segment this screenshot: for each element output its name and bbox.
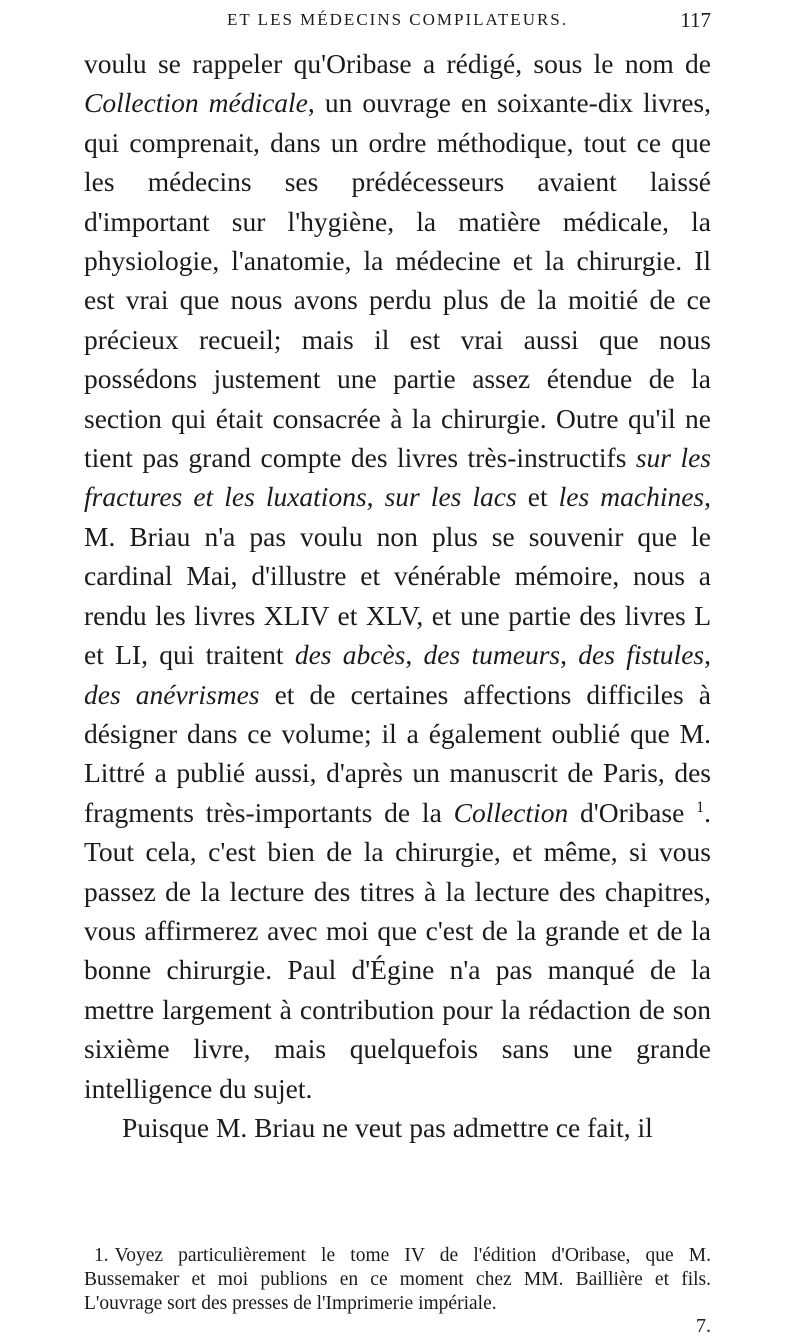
text-run: d'Oribase bbox=[568, 796, 697, 828]
italic-term: des fistules bbox=[578, 639, 705, 671]
italic-term: des abcès bbox=[294, 639, 406, 671]
italic-title: Collection bbox=[453, 796, 569, 828]
text-run: , bbox=[560, 639, 579, 671]
text-run: et bbox=[516, 481, 559, 513]
footnote-text: Voyez particulièrement le tome IV de l'édition d'Oribase, que M. Bussemaker et moi publions en ce moment chez MM. Baillière et fils. L'ouvrage sort des presses de l'Imprimerie impériale. bbox=[84, 1245, 711, 1314]
page-number: 117 bbox=[680, 8, 711, 32]
italic-title: Collection médicale bbox=[84, 87, 308, 119]
italic-title: sur les lacs bbox=[384, 481, 517, 513]
signature-mark: 7. bbox=[696, 1315, 711, 1337]
italic-title: sur les fractures et les luxations bbox=[84, 442, 711, 513]
italic-term: des tumeurs bbox=[423, 639, 561, 671]
main-text bbox=[84, 44, 711, 1147]
footnote bbox=[84, 1244, 711, 1316]
footnote-number: 1. bbox=[94, 1245, 109, 1266]
text-run: , un ouvrage en soixante-dix livres, qui comprenait, dans un ordre méthodique, tout ce que les médecins ses prédécesseurs avaient laissé d'important sur l'hygiène, la matière médicale, la physiologie, l'anatomie, la médecine et la chirurgie. Il est vrai que nous avons perdu plus de la moitié de ce précieux recueil; mais il est vrai aussi que nous possédons justement une partie assez étendue de la section qui était consacrée à la chirurgie. Outre qu'il ne tient pas grand compte des livres très-instructifs bbox=[84, 87, 711, 474]
text-run: . Tout cela, c'est bien de la chirurgie, et même, si vous passez de la lecture des titres à la lecture des chapitres, vous affirmerez avec moi que c'est de la grande et de la bonne chirurgie. Paul d'Égine n'a pas manqué de la mettre largement à contribution pour la rédaction de son sixième livre, mais quelquefois sans une grande intelligence du sujet. bbox=[84, 796, 711, 1104]
text-run: voulu se rappeler qu'Oribase a rédigé, sous le nom de bbox=[84, 48, 711, 79]
paragraph-2: Puisque M. Briau ne veut pas admettre ce fait, il bbox=[122, 1111, 653, 1143]
text-run: , bbox=[366, 481, 385, 513]
text-run: , M. Briau n'a pas voulu non plus se souvenir que le cardinal Mai, d'illustre et vénérable mémoire, nous a rendu les livres XLIV et XLV, et une partie des livres L et LI, qui traitent bbox=[84, 481, 711, 671]
italic-term: des anévrismes bbox=[84, 678, 260, 710]
running-title: ET LES MÉDECINS COMPILATEURS. bbox=[226, 10, 569, 29]
running-header bbox=[84, 8, 711, 34]
text-run: et de certaines affections difficiles à désigner dans ce volume; il a également oublié que M. Littré a publié aussi, d'après un manuscrit de Paris, des fragments très-importants de la bbox=[84, 678, 711, 828]
italic-title: les machines bbox=[558, 481, 705, 513]
text-run: , bbox=[704, 639, 711, 671]
text-run: , bbox=[405, 639, 424, 671]
footnote-ref[interactable]: 1 bbox=[696, 798, 705, 816]
paragraph-1 bbox=[84, 44, 711, 1108]
